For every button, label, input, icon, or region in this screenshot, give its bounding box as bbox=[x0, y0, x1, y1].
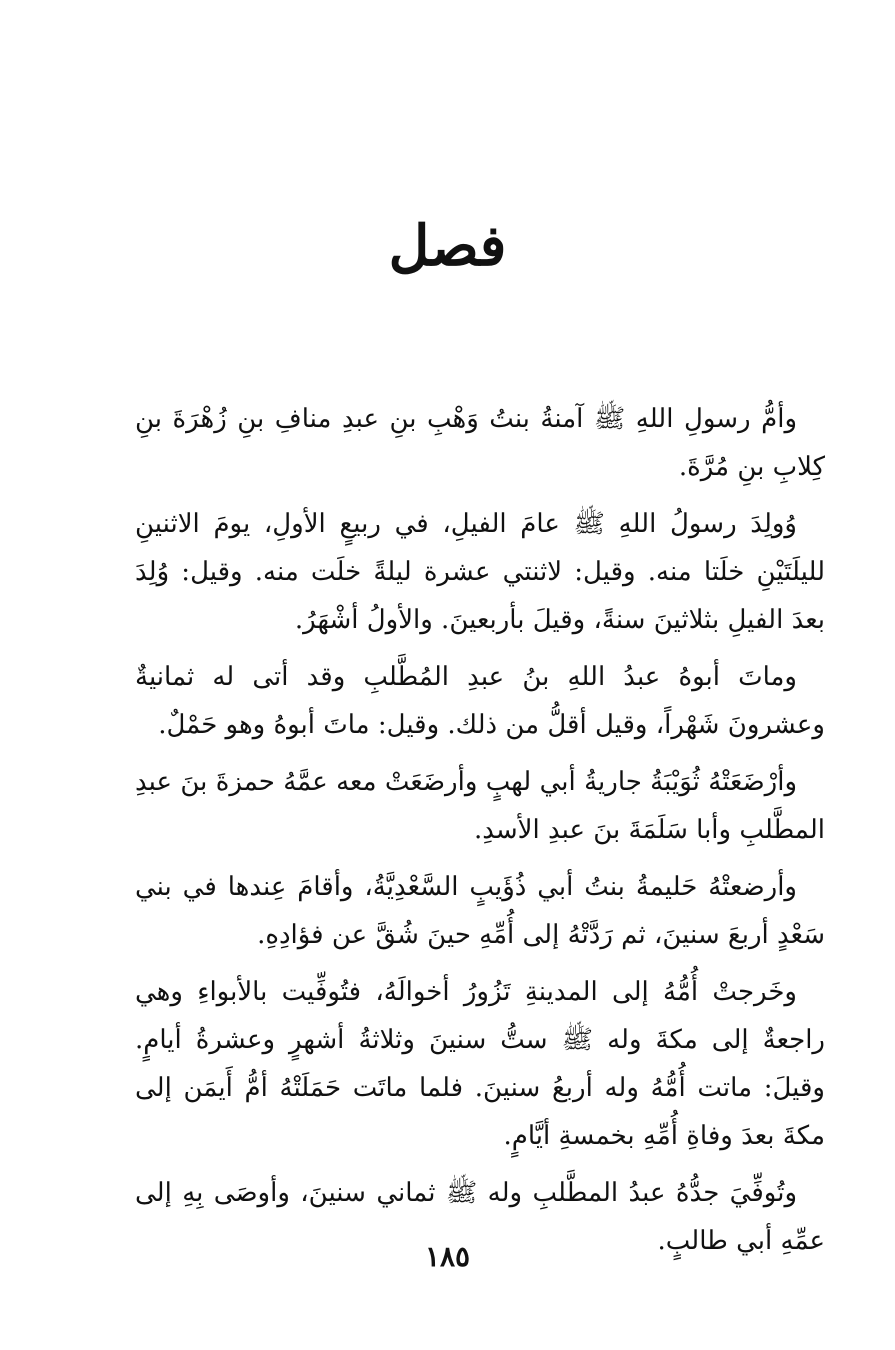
body-text bbox=[135, 395, 825, 1274]
paragraph-5: وأرضعتْهُ حَليمةُ بنتُ أبي ذُؤَيبٍ السَّعْدِيَّةُ، وأقامَ عِندها في بني سَعْدٍ أربعَ سنينَ، ثم رَدَّتْهُ إلى أُمِّهِ حينَ شُقَّ عن فؤادِهِ. bbox=[135, 872, 825, 950]
paragraph-1: وأمُّ رسولِ اللهِ ﷺ آمنةُ بنتُ وَهْبِ بنِ عبدِ منافِ بنِ زُهْرَةَ بنِ كِلابِ بنِ مُرَّةَ. bbox=[135, 404, 825, 482]
paragraph-7: وتُوفِّيَ جدُّهُ عبدُ المطَّلبِ وله ﷺ ثماني سنينَ، وأوصَى بِهِ إلى عمِّهِ أبي طالبٍ. bbox=[135, 1178, 825, 1256]
page-number: ١٨٥ bbox=[424, 1240, 471, 1273]
paragraph-2: وُولِدَ رسولُ اللهِ ﷺ عامَ الفيلِ، في ربيعٍ الأولِ، يومَ الاثنينِ لليلَتَيْنِ خلَتا منه. وقيل: لاثنتي عشرة ليلةً خلَت منه. وقيل: وُلِدَ بعدَ الفيلِ بثلاثينَ سنةً، وقيلَ بأربعينَ. والأولُ أشْهَرُ. bbox=[135, 509, 825, 635]
paragraph-3: وماتَ أبوهُ عبدُ اللهِ بنُ عبدِ المُطَّلبِ وقد أتى له ثمانيةٌ وعشرونَ شَهْراً، وقيل أقلُّ من ذلك. وقيل: ماتَ أبوهُ وهو حَمْلٌ. bbox=[135, 662, 825, 740]
paragraph-6: وخَرجتْ أُمُّهُ إلى المدينةِ تَزُورُ أخوالَهُ، فتُوفِّيت بالأبواءِ وهي راجعةٌ إلى مكةَ وله ﷺ ستُّ سنينَ وثلاثةُ أشهرٍ وعشرةُ أيامٍ. وقيلَ: ماتت أُمُّهُ وله أربعُ سنينَ. فلما ماتَت حَمَلَتْهُ أمُّ أَيمَن إلى مكةَ بعدَ وفاةِ أُمِّهِ بخمسةِ أيَّامٍ. bbox=[135, 977, 825, 1151]
section-heading: فصل bbox=[388, 213, 507, 279]
paragraph-4: وأرْضَعَتْهُ ثُوَيْبَةُ جاريةُ أبي لهبٍ وأرضَعَتْ معه عمَّهُ حمزةَ بنَ عبدِ المطَّلبِ وأبا سَلَمَةَ بنَ عبدِ الأسدِ. bbox=[135, 767, 825, 845]
